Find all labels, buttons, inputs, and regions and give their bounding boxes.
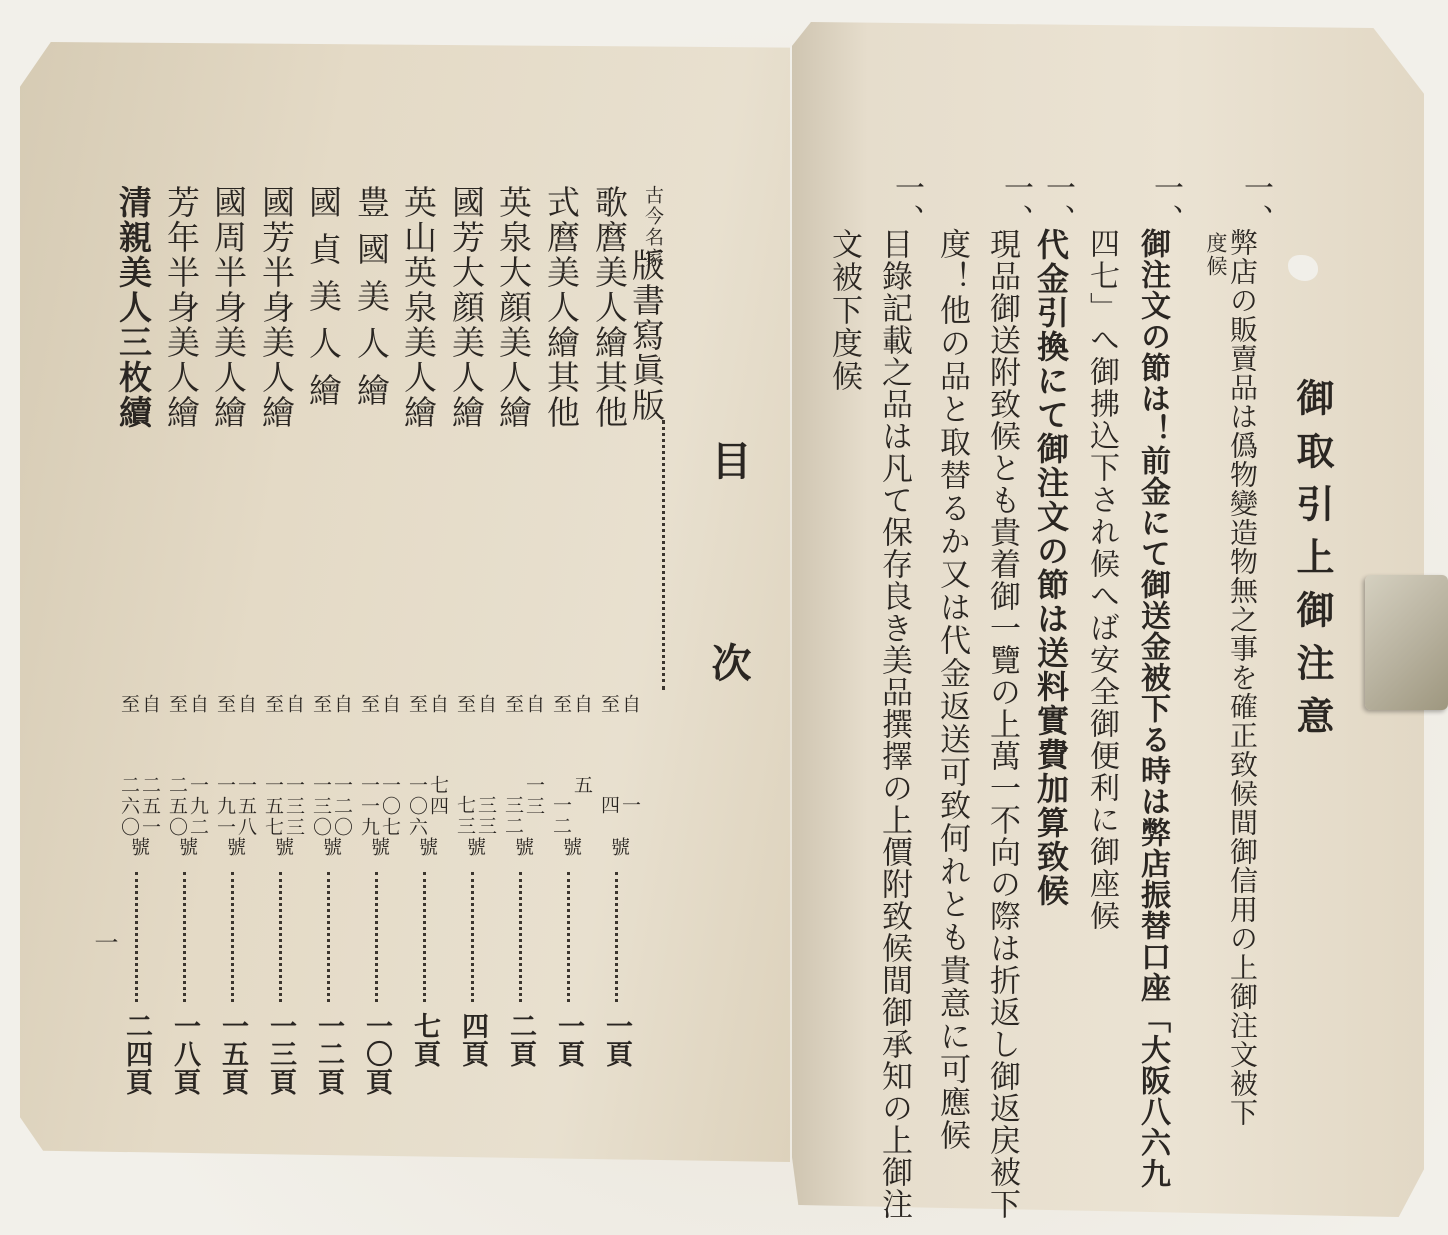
notice-bullet: 一、 [998,172,1033,236]
toc-entry-title: 國貞美人繪 [304,185,343,420]
leader [615,872,618,1002]
number-suffix: 號 [512,837,534,858]
toc-entry-title: 式麿美人繪其他 [542,185,581,430]
range-to: 至 [358,694,380,715]
notice-bullet: 一、 [1040,172,1075,236]
leader [567,872,570,1002]
notice-bullet: 一、 [1238,172,1273,236]
number-end: 一五七 [262,775,284,838]
notice-line: 度候 [1204,232,1228,278]
leader [279,872,282,1002]
range-to: 至 [454,694,476,715]
page-ref: 一二頁 [313,1012,344,1096]
toc-title-2: 次 [705,642,752,684]
number-start: 一九二 [187,775,209,838]
toc-entry-title: 清親美人三枚續 [114,185,153,430]
page-ref: 四頁 [457,1012,488,1068]
toc-entry-title: 國芳半身美人繪 [257,185,296,430]
page-ref: 一三頁 [265,1012,296,1096]
range-to: 至 [502,694,524,715]
notice-line: 度！他の品と取替るか又は代金返送可致何れとも貴意に可應候 [934,228,970,1152]
number-start: 五 [571,775,593,796]
number-suffix: 號 [224,837,246,858]
number-suffix: 號 [608,837,630,858]
range-from: 自 [235,694,257,715]
toc-title-1: 目 [705,440,752,482]
notice-bullet: 一、 [1148,172,1183,236]
range-to: 至 [310,694,332,715]
leader [183,872,186,1002]
number-end: 一一九 [358,775,380,838]
range-to: 至 [262,694,284,715]
number-suffix: 號 [128,837,150,858]
number-start: 二五一 [139,775,161,838]
number-suffix: 號 [416,837,438,858]
leader [471,872,474,1002]
toc-entry-title: 歌麿美人繪其他 [590,185,629,430]
number-end: 一二 [550,795,572,837]
range-from: 自 [475,694,497,715]
page-ref: 一頁 [601,1012,632,1068]
leader [135,872,138,1002]
page-ref: 一〇頁 [361,1012,392,1096]
number-suffix: 號 [176,837,198,858]
number-end: 二六〇 [118,775,140,838]
range-from: 自 [523,694,545,715]
toc-numbers [115,775,645,875]
number-start: 一三三 [283,775,305,838]
page-ref: 二頁 [505,1012,536,1068]
leader [519,872,522,1002]
number-start: 一 [619,795,641,816]
range-from: 自 [379,694,401,715]
range-to: 至 [118,694,140,715]
toc-entry-title: 版書寫眞版 [627,248,666,423]
notice-line: 代金引換にて御注文の節は送料實費加算致候 [1032,228,1070,908]
number-suffix: 號 [368,837,390,858]
leader [231,872,234,1002]
leader [423,872,426,1002]
range-from: 自 [571,694,593,715]
range-from: 自 [139,694,161,715]
range-from: 自 [187,694,209,715]
page-ref: 一五頁 [217,1012,248,1096]
toc-page-leaders [115,872,645,1012]
number-start: 七四 [427,775,449,817]
notice-line: 目錄記載之品は凡て保存良き美品撰擇の上價附致候間御承知の上御注 [876,228,912,1220]
range-to: 至 [550,694,572,715]
toc-ranges [115,694,645,724]
book-weight [1365,575,1448,710]
number-start: 一二〇 [331,775,353,838]
range-from: 自 [427,694,449,715]
page-ref: 一八頁 [169,1012,200,1096]
number-end: 四 [598,795,620,816]
page-ref: 二四頁 [121,1012,152,1096]
toc-pages [115,1012,645,1122]
leader [327,872,330,1002]
range-from: 自 [331,694,353,715]
notice-bullet: 一、 [889,172,924,236]
number-start: 一三 [523,775,545,817]
notice-heading: 御取引上御注意 [1290,378,1335,749]
toc-entry-title: 國芳大顔美人繪 [447,185,486,430]
number-end: 二五〇 [166,775,188,838]
page-ref: 一頁 [553,1012,584,1068]
toc-leader [662,420,665,690]
number-suffix: 號 [560,837,582,858]
toc-entry-title: 國周半身美人繪 [209,185,248,430]
number-suffix: 號 [320,837,342,858]
page-ref: 七頁 [409,1012,440,1068]
number-start: 一五八 [235,775,257,838]
range-to: 至 [214,694,236,715]
number-suffix: 號 [272,837,294,858]
notice-line: 文被下度候 [826,228,862,393]
toc-entry-title: 英山英泉美人繪 [399,185,438,430]
notice-line: 御注文の節は！前金にて御送金被下る時は弊店振替口座「大阪八六九 [1135,228,1170,1189]
number-end: 一九一 [214,775,236,838]
range-to: 至 [166,694,188,715]
number-end: 三二 [502,795,524,837]
notice-line: 弊店の販賣品は僞物變造物無之事を確正致候間御信用の上御注文被下 [1226,228,1259,1127]
toc-entry-title: 芳年半身美人繪 [162,185,201,430]
number-start: 一〇七 [379,775,401,838]
range-to: 至 [598,694,620,715]
toc-entry-title: 英泉大顔美人繪 [494,185,533,430]
number-end: 一三〇 [310,775,332,838]
number-end: 七三 [454,795,476,837]
number-end: 一〇六 [406,775,428,838]
range-to: 至 [406,694,428,715]
toc-entry-title: 豊國美人繪 [352,185,391,420]
page-number: 一 [90,930,118,956]
number-suffix: 號 [464,837,486,858]
notice-line: 現品御送附致候とも貴着御一覽の上萬一不向の際は折返し御返戻被下 [984,228,1020,1220]
range-from: 自 [619,694,641,715]
number-start: 三三 [475,795,497,837]
leader [375,872,378,1002]
toc-entry-prefix: 古今名家 [642,185,664,269]
notice-line: 四七」へ御拂込下され候へば安全御便利に御座候 [1084,228,1119,932]
range-from: 自 [283,694,305,715]
